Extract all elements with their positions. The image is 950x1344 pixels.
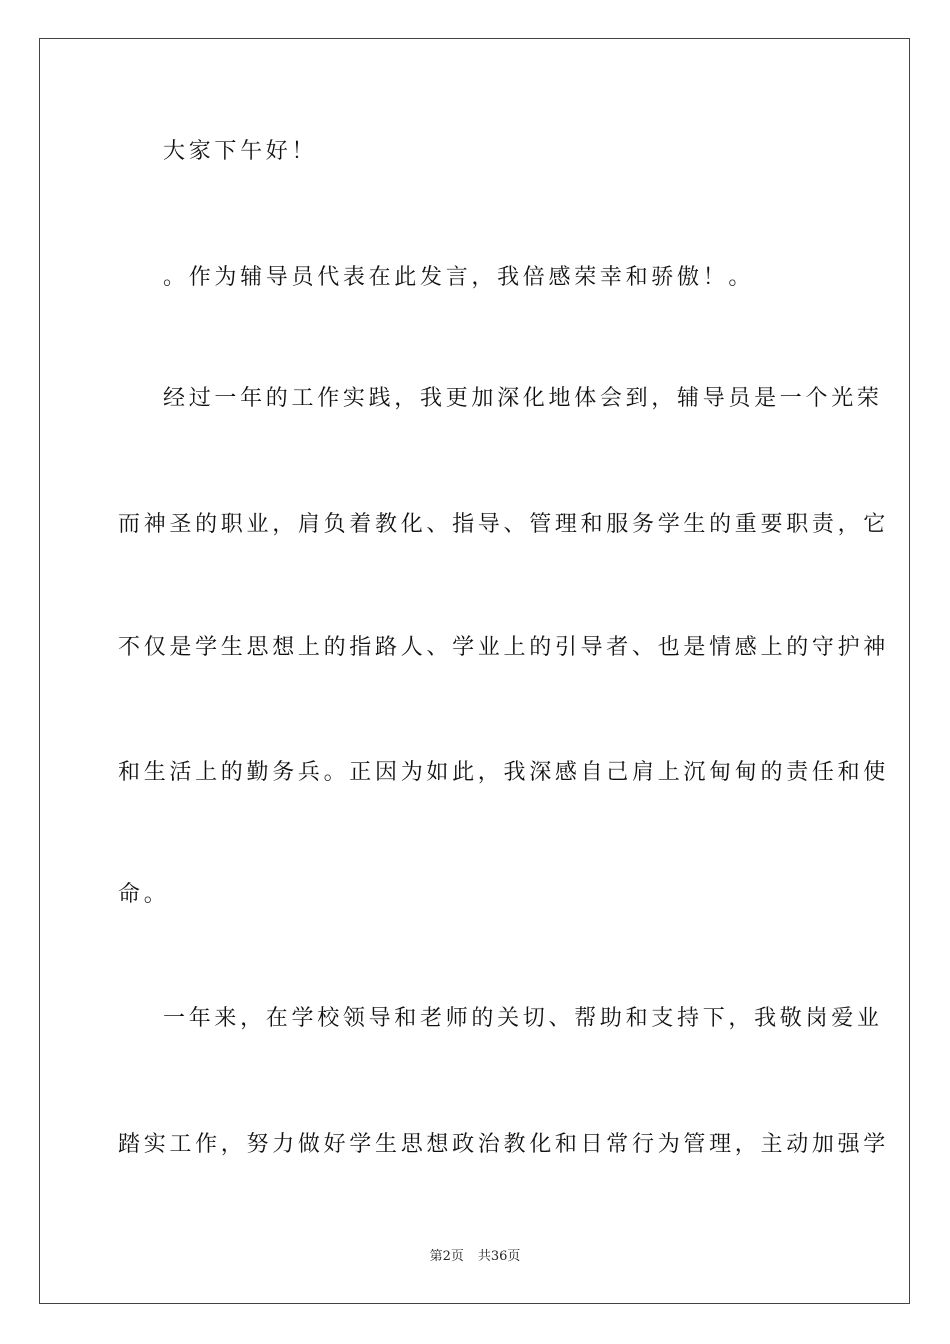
- paragraph-line: 。作为辅导员代表在此发言，我倍感荣幸和骄傲！。: [163, 265, 755, 290]
- greeting-line: 大家下午好！: [163, 139, 318, 164]
- paragraph-line: 不仅是学生思想上的指路人、学业上的引导者、也是情感上的守护神: [118, 635, 890, 660]
- paragraph-line: 而神圣的职业，肩负着教化、指导、管理和服务学生的重要职责，它: [118, 512, 890, 537]
- paragraph-line: 和生活上的勤务兵。正因为如此，我深感自己肩上沉甸甸的责任和使: [118, 760, 890, 785]
- paragraph-line: 经过一年的工作实践，我更加深化地体会到，辅导员是一个光荣: [163, 386, 883, 411]
- page-footer: [0, 1248, 950, 1266]
- paragraph-line: 命。: [118, 882, 170, 907]
- page-border: [39, 38, 910, 1304]
- page-total: 共36页: [477, 1249, 521, 1264]
- paragraph-line: 踏实工作，努力做好学生思想政治教化和日常行为管理，主动加强学: [118, 1132, 890, 1157]
- paragraph-line: 一年来，在学校领导和老师的关切、帮助和支持下，我敬岗爱业: [163, 1006, 883, 1031]
- page-number: 第2页: [429, 1249, 464, 1264]
